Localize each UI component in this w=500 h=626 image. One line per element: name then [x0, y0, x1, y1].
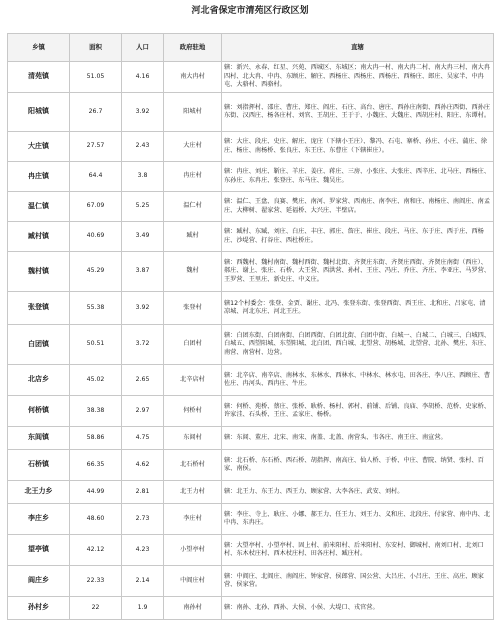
- desc-cell: 辖：李庄、寺上、耿庄、小娜、郝王力、任王力、刘王力、义和庄、北段庄、付家营、南中冉、北中冉、东冉庄。: [222, 504, 494, 535]
- population-cell: 3.92: [122, 292, 164, 325]
- town-cell: 冉庄镇: [8, 162, 70, 192]
- desc-cell: 辖：南孙、北孙、西孙、大侯、小侯、大堤口、戎官营。: [222, 597, 494, 620]
- seat-cell: 北石桥村: [164, 450, 222, 481]
- desc-cell: 辖：大望亭村、小望亭村、固上村、前米阳村、后米阳村、东安村、御城村、南刘口村、北刘口村、东木杖庄村、西木杖庄村、田各庄村、臧庄村。: [222, 535, 494, 566]
- town-cell: 北王力乡: [8, 481, 70, 504]
- table-row: [8, 481, 494, 504]
- desc-cell: 辖：大庄、段庄、史庄、解庄、庞庄（下辖小王庄）、黎冯、石屯、寨桥、孙庄、小庄、蒲庄、徐庄、杨庄、南杨桥、张良庄、东王庄、东曹庄（下辖崔庄）。: [222, 132, 494, 162]
- town-cell: 东闾镇: [8, 427, 70, 450]
- table-row: [8, 93, 494, 132]
- table-row: [8, 222, 494, 252]
- header-area: 面积: [70, 34, 122, 62]
- desc-cell: 辖：东闾、董庄、北宋、南宋、南盖、北盖、南营头、韦各庄、南王庄、南宣营。: [222, 427, 494, 450]
- area-cell: 27.57: [70, 132, 122, 162]
- table-row: [8, 566, 494, 597]
- desc-cell: 辖：西魏村、魏村南街、魏村西街、魏村北街、齐贤庄东街、齐贤庄西街、齐贤庄南街（西庄）、郝庄、谢上、张庄、石桥、大王营、西洪营、孙村、王庄、冯庄、乔庄、齐庄、李亚庄、马罗营、王罗营、王里庄、新史庄、中义庄。: [222, 252, 494, 292]
- town-cell: 温仁镇: [8, 192, 70, 222]
- town-cell: 北店乡: [8, 365, 70, 396]
- town-cell: 石桥镇: [8, 450, 70, 481]
- town-cell: 李庄乡: [8, 504, 70, 535]
- area-cell: 50.51: [70, 325, 122, 365]
- population-cell: 3.49: [122, 222, 164, 252]
- desc-cell: 辖12个村委会：张登、金贾、谢庄、北冯、张登东街、张登西街、西王庄、北和庄、吕家屯、清凉城、河北东庄、河北王庄。: [222, 292, 494, 325]
- seat-cell: 白团村: [164, 325, 222, 365]
- table-row: [8, 62, 494, 93]
- population-cell: 5.25: [122, 192, 164, 222]
- seat-cell: 南大冉村: [164, 62, 222, 93]
- population-cell: 2.81: [122, 481, 164, 504]
- document-title: 河北省保定市清苑区行政区划: [191, 6, 309, 16]
- seat-cell: 温仁村: [164, 192, 222, 222]
- seat-cell: 南孙村: [164, 597, 222, 620]
- desc-cell: 辖：北王力、东王力、西王力、顾家营、大李各庄、武安、刘村。: [222, 481, 494, 504]
- area-cell: 66.35: [70, 450, 122, 481]
- area-cell: 45.29: [70, 252, 122, 292]
- area-cell: 26.7: [70, 93, 122, 132]
- population-cell: 3.72: [122, 325, 164, 365]
- area-cell: 22: [70, 597, 122, 620]
- population-cell: 4.75: [122, 427, 164, 450]
- seat-cell: 东闾村: [164, 427, 222, 450]
- area-cell: 45.02: [70, 365, 122, 396]
- desc-cell: 辖：冉庄、刘庄、靳庄、羊庄、姜庄、蒋庄、三房、小张庄、大张庄、西辛庄、北马庄、西杨庄、东孙庄、东冉庄、张登庄、东马庄、魏吴庄。: [222, 162, 494, 192]
- table-row: [8, 162, 494, 192]
- desc-cell: 辖：温仁、王盘、良赛、樊庄、南河、罗家营、西南庄、南李庄、南和庄、南杨庄、南阎庄、南孟庄、大柳树、翟家营、延福桥、大兴庄、半壁店。: [222, 192, 494, 222]
- seat-cell: 何桥村: [164, 396, 222, 427]
- table-row: [8, 132, 494, 162]
- table-row: [8, 504, 494, 535]
- table-row: [8, 450, 494, 481]
- town-cell: 张登镇: [8, 292, 70, 325]
- seat-cell: 小望亭村: [164, 535, 222, 566]
- population-cell: 2.65: [122, 365, 164, 396]
- area-cell: 58.86: [70, 427, 122, 450]
- seat-cell: 冉庄村: [164, 162, 222, 192]
- table-row: [8, 252, 494, 292]
- seat-cell: 大庄村: [164, 132, 222, 162]
- table-row: [8, 292, 494, 325]
- town-cell: 望亭镇: [8, 535, 70, 566]
- seat-cell: 北王力村: [164, 481, 222, 504]
- population-cell: 2.43: [122, 132, 164, 162]
- desc-cell: 辖：刘指挥村、邵庄、曹庄、郑庄、阎庄、石庄、高台、唐庄、西孙庄南街、西孙庄西街、西孙庄东街、汉西庄、杨各庄村、刘官、王胡庄、王于于、小魏庄、大魏庄、西胡庄村、阳庄、东谭村。: [222, 93, 494, 132]
- area-cell: 44.99: [70, 481, 122, 504]
- area-cell: 38.38: [70, 396, 122, 427]
- table-row: [8, 597, 494, 620]
- table-row: [8, 396, 494, 427]
- header-town: 乡镇: [8, 34, 70, 62]
- desc-cell: 辖：北辛店、南辛店、南林水、东林水、西林水、中林水、林水屯、田各庄、李八庄、西顾庄、曹佐庄、冉河头、西冉庄、牛庄。: [222, 365, 494, 396]
- population-cell: 3.87: [122, 252, 164, 292]
- seat-cell: 北辛店村: [164, 365, 222, 396]
- area-cell: 22.33: [70, 566, 122, 597]
- desc-cell: 辖：臧村、东臧、刘庄、白庄、丰庄、郭庄、詹庄、崔庄、段庄、马庄、东于庄、西于庄、西杨庄、沙堤营、打谷庄、西杜桥庄。: [222, 222, 494, 252]
- town-cell: 大庄镇: [8, 132, 70, 162]
- population-cell: 3.92: [122, 93, 164, 132]
- population-cell: 1.9: [122, 597, 164, 620]
- header-population: 人口: [122, 34, 164, 62]
- area-cell: 42.12: [70, 535, 122, 566]
- seat-cell: 臧村: [164, 222, 222, 252]
- town-cell: 何桥镇: [8, 396, 70, 427]
- area-cell: 64.4: [70, 162, 122, 192]
- seat-cell: 阳城村: [164, 93, 222, 132]
- header-desc: 直辖: [222, 34, 494, 62]
- division-table: [7, 33, 494, 620]
- seat-cell: 张登村: [164, 292, 222, 325]
- population-cell: 2.73: [122, 504, 164, 535]
- table-header-row: [8, 34, 494, 62]
- population-cell: 4.23: [122, 535, 164, 566]
- table-row: [8, 535, 494, 566]
- population-cell: 4.16: [122, 62, 164, 93]
- area-cell: 51.05: [70, 62, 122, 93]
- desc-cell: 辖：北石桥、东石桥、西石桥、胡指挥、南高庄、仙人桥、于桥、中庄、曹院、纳贤、张村、百家、南侯。: [222, 450, 494, 481]
- desc-cell: 辖：白团东街、白团南街、白团西街、白团北街、白团中街、白城一、白城二、白城三、白城四、白城五、西望阳城、东望阳城、北白团、西白城、北望营、胡杨城、北望营、北孙、樊庄、东庄、南营、南营村、边营。: [222, 325, 494, 365]
- population-cell: 3.8: [122, 162, 164, 192]
- table-row: [8, 365, 494, 396]
- seat-cell: 魏村: [164, 252, 222, 292]
- town-cell: 魏村镇: [8, 252, 70, 292]
- town-cell: 清苑镇: [8, 62, 70, 93]
- area-cell: 67.09: [70, 192, 122, 222]
- population-cell: 2.14: [122, 566, 164, 597]
- area-cell: 48.60: [70, 504, 122, 535]
- table-row: [8, 192, 494, 222]
- seat-cell: 李庄村: [164, 504, 222, 535]
- header-seat: 政府驻地: [164, 34, 222, 62]
- desc-cell: 辖：新兴、永春、红星、兴苑、西城区、东城区；南大冉一村、南大冉二村、南大冉三村、南大冉四村、北大冉、中冉、东顾庄、解庄、西杨庄、西杨庄、西杨庄、西杨庄、郎庄、吴家半、中冉屯、大骆村、西骆村。: [222, 62, 494, 93]
- seat-cell: 中阎庄村: [164, 566, 222, 597]
- desc-cell: 辖：中阎庄、北阎庄、南阎庄、钟家营、侯郎营、国公营、大吕庄、小吕庄、王庄、高庄、顾家营、侯家营。: [222, 566, 494, 597]
- desc-cell: 辖：何桥、苑桥、蔡庄、张桥、耿桥、杨村、郭村、前铺、后铺、良庙、李胡桥、范桥、史家桥、许家洼、石头桥、王庄、孟家庄、杨桥。: [222, 396, 494, 427]
- area-cell: 55.38: [70, 292, 122, 325]
- town-cell: 阎庄乡: [8, 566, 70, 597]
- town-cell: 孙村乡: [8, 597, 70, 620]
- town-cell: 阳城镇: [8, 93, 70, 132]
- population-cell: 2.97: [122, 396, 164, 427]
- population-cell: 4.62: [122, 450, 164, 481]
- table-row: [8, 427, 494, 450]
- town-cell: 白团镇: [8, 325, 70, 365]
- table-row: [8, 325, 494, 365]
- town-cell: 臧村镇: [8, 222, 70, 252]
- area-cell: 40.69: [70, 222, 122, 252]
